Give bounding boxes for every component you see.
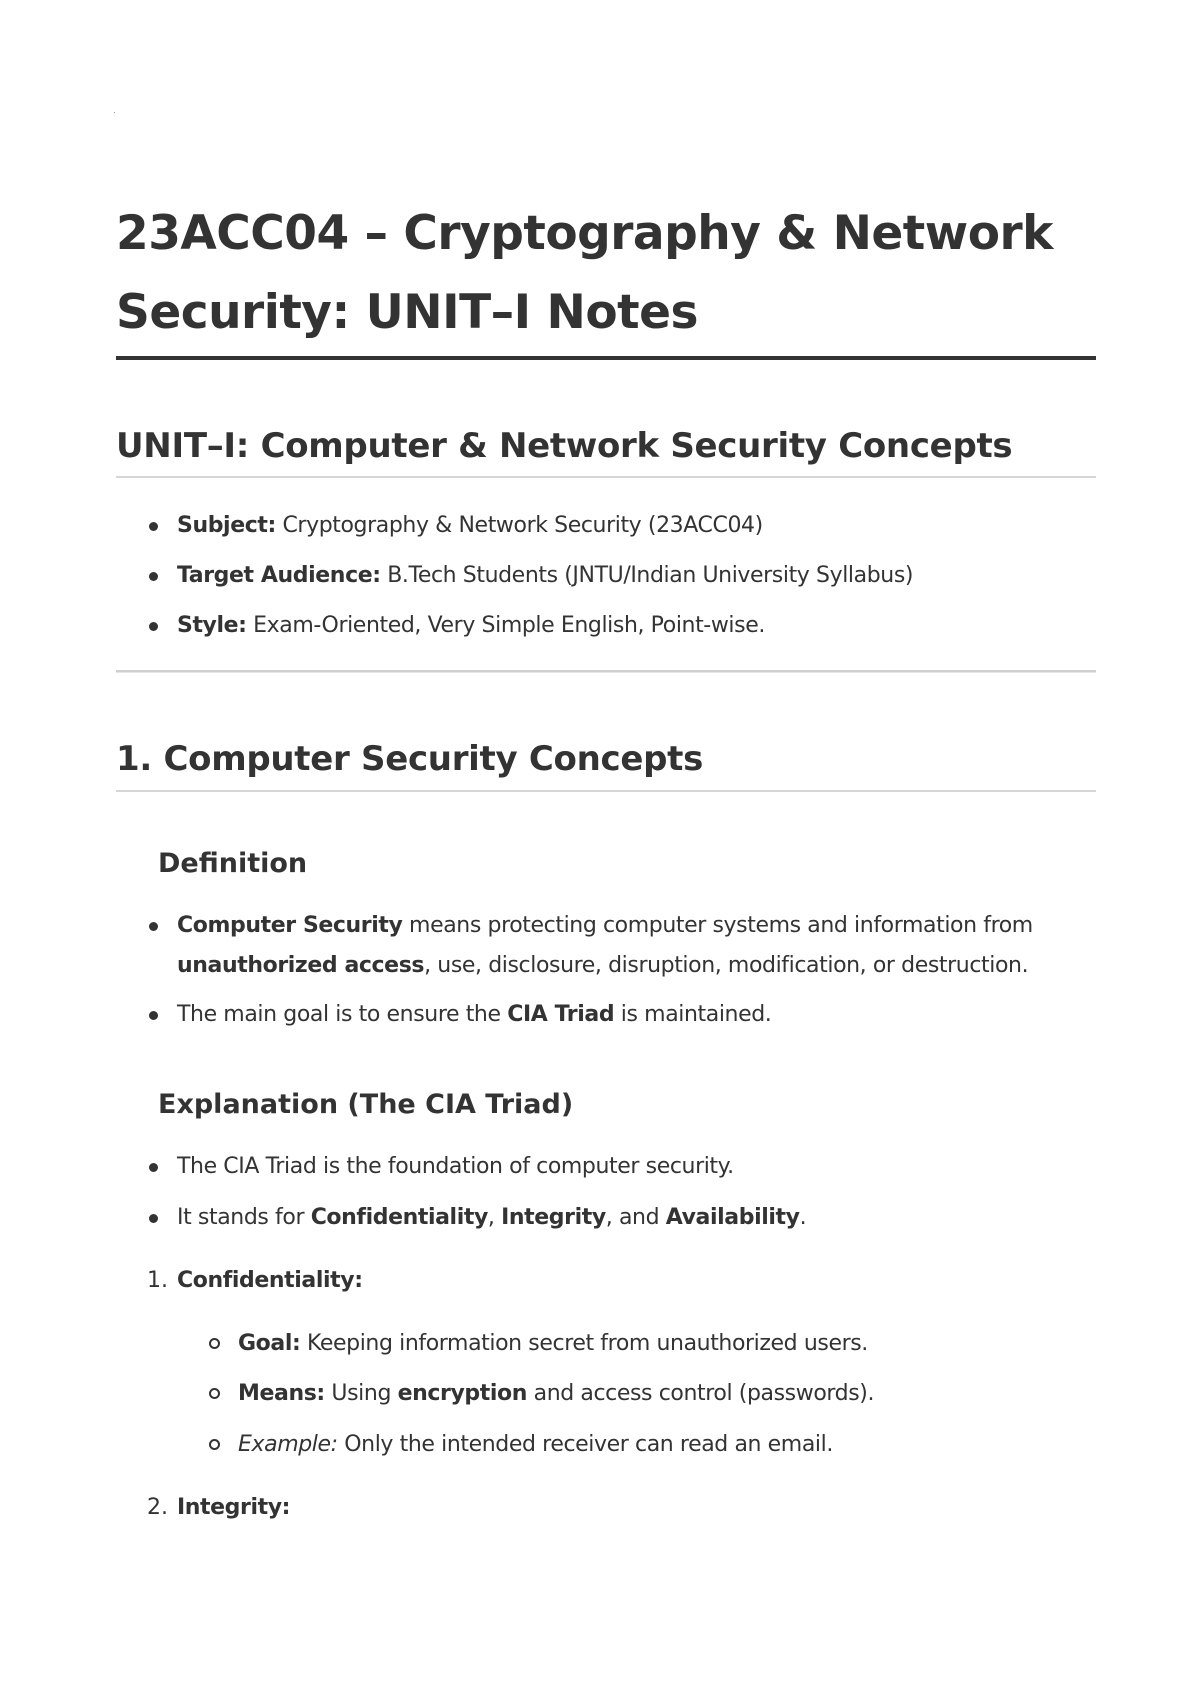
list-number: 2. <box>147 1495 168 1520</box>
unit-heading: UNIT–I: Computer & Network Security Concepts <box>116 426 1013 466</box>
page-title: 23ACC04 – Cryptography & Network Security: UNIT–I Notes <box>116 206 1053 340</box>
definition-point: Computer Security means protecting computer systems and information from <box>177 913 1033 938</box>
cia-point: The CIA Triad is the foundation of computer security. <box>177 1154 734 1179</box>
sub-item-means: Means: Using encryption and access control (passwords). <box>238 1381 875 1406</box>
circle-bullet-icon <box>209 1338 220 1349</box>
circle-bullet-icon <box>209 1388 220 1399</box>
numbered-item-confidentiality: Confidentiality: <box>177 1268 363 1293</box>
meta-style: Style: Exam-Oriented, Very Simple English, Point-wise. <box>177 613 765 638</box>
section-heading-underline <box>116 790 1096 792</box>
numbered-item-integrity: Integrity: <box>177 1495 291 1520</box>
subheading-definition: Definition <box>158 848 308 879</box>
bullet-icon <box>149 1214 158 1223</box>
section-heading: 1. Computer Security Concepts <box>116 739 704 779</box>
subheading-cia-triad: Explanation (The CIA Triad) <box>158 1089 574 1120</box>
goal-point: The main goal is to ensure the CIA Triad is maintained. <box>177 1002 772 1027</box>
circle-bullet-icon <box>209 1439 220 1450</box>
horizontal-divider <box>116 670 1096 673</box>
sub-item-goal: Goal: Keeping information secret from unauthorized users. <box>238 1331 868 1356</box>
unit-heading-underline <box>116 476 1096 478</box>
bullet-icon <box>149 1011 158 1020</box>
bullet-icon <box>149 522 158 531</box>
bullet-icon <box>149 922 158 931</box>
title-underline <box>116 356 1096 360</box>
meta-subject: Subject: Cryptography & Network Security (23ACC04) <box>177 513 763 538</box>
cia-stands-for: It stands for Confidentiality, Integrity, and Availability. <box>177 1205 807 1230</box>
sub-item-example: Example: Only the intended receiver can read an email. <box>238 1432 833 1457</box>
list-number: 1. <box>147 1268 168 1293</box>
meta-audience: Target Audience: B.Tech Students (JNTU/Indian University Syllabus) <box>177 563 914 588</box>
bullet-icon <box>149 622 158 631</box>
bullet-icon <box>149 1163 158 1172</box>
bullet-icon <box>149 572 158 581</box>
page-mark <box>114 112 115 113</box>
definition-point-continued: unauthorized access, use, disclosure, disruption, modification, or destruction. <box>177 953 1029 978</box>
